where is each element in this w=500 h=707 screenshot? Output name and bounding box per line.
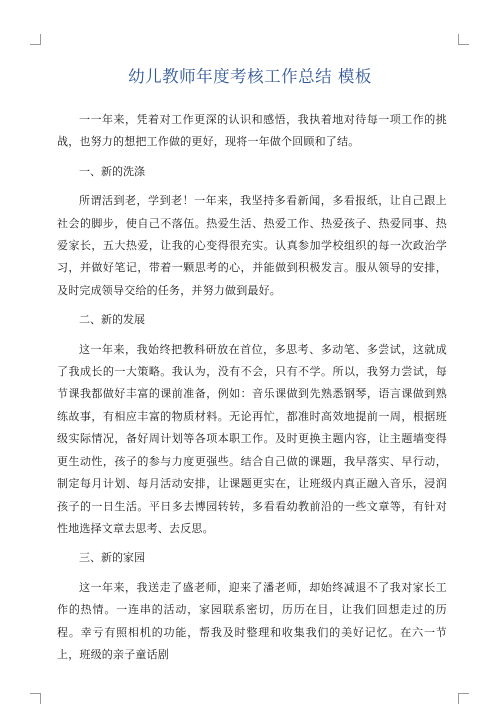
crop-mark-top-right — [458, 34, 469, 45]
document-title: 幼儿教师年度考核工作总结 模板 — [128, 67, 372, 86]
section-paragraph: 这一年来，我送走了盛老师，迎来了潘老师，却始终减退不了我对家长工作的热情。一连串的活动，家园联系密切，历历在目，让我们回想走过的历程。幸亏有照相机的功能，帮我及时整理和收集我们的美好记忆。在六一节上，班级的亲子童话剧 — [57, 580, 447, 661]
intro-paragraph: 一一年来，凭着对工作更深的认识和感悟，我执着地对待每一项工作的挑战，也努力的想把工作做的更好，现将一年做个回顾和了结。 — [57, 113, 447, 149]
section-heading: 一、新的洗涤 — [79, 164, 145, 178]
crop-mark-bottom-right — [458, 693, 469, 704]
crop-mark-top-left — [30, 34, 41, 45]
section-heading: 二、新的发展 — [79, 313, 145, 327]
document-body — [57, 109, 447, 673]
crop-mark-bottom-left — [30, 693, 41, 704]
section-paragraph: 所谓活到老，学到老！一年来，我坚持多看新闻，多看报纸，让自己跟上社会的脚步，使自己不落伍。热爱生活、热爱工作、热爱孩子、热爱同事、热爱家长，五大热爱，让我的心变得很充实。认真参加学校组织的每一次政治学习，并做好笔记，带着一颗思考的心，并能做到积极发言。服从领导的安排，及时完成领导交给的任务，并努力做到最好。 — [57, 194, 447, 297]
section-paragraph: 这一年来，我始终把教科研放在首位，多思考、多动笔、多尝试，这就成了我成长的一大策略。我认为，没有不会，只有不学。所以，我努力尝试，每节课我都做好丰富的课前准备，例如：音乐课做到先熟悉钢琴，语言课做到熟练故事，有相应丰富的物质材料。无论再忙，都准时高效地提前一周，根据班级实际情况，备好周计划等各项本职工作。及时更换主题内容，让主题墙变得更生动性，孩子的参与力度更强些。结合自己做的课题，我早落实、早行动，制定每月计划、每月活动安排，让课题更实在，让班级内真正融入音乐，浸润孩子的一日生活。平日多去博园转转，多看看幼教前沿的一些文章等，有针对性地选择文章去思考、去反思。 — [57, 342, 447, 535]
section-heading: 三、新的家园 — [79, 551, 145, 565]
